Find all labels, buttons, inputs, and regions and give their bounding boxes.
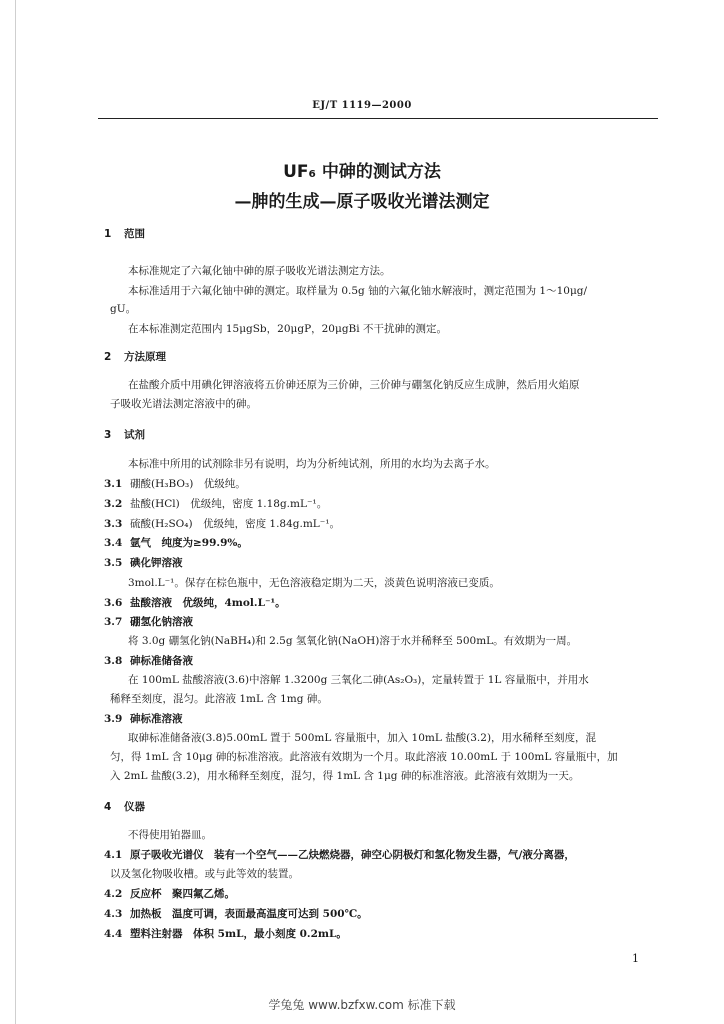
item-description-continuation: 以及氢化物吸收槽。或与此等效的装置。 (110, 868, 299, 880)
section-title: 试剂 (124, 429, 145, 441)
list-item: 3.6 盐酸溶液 优级纯，4mol.L⁻¹。 (104, 597, 286, 609)
list-item: 4.1 原子吸收光谱仪 装有一个空气——乙炔燃烧器，砷空心阴极灯和氢化物发生器，气/液分离器， (104, 849, 575, 861)
standard-code: EJ/T 1119—2000 (312, 100, 412, 111)
section-title: 仪器 (124, 801, 145, 813)
list-item: 3.7 硼氢化钠溶液 (104, 616, 193, 628)
paragraph: 本标准适用于六氟化铀中砷的测定。取样量为 0.5g 铀的六氟化铀水解液时，测定范围为 1～10μg/ (128, 285, 588, 297)
item-description-continuation: 入 2mL 盐酸(3.2)，用水稀释至刻度，混匀，得 1mL 含 1μg 砷的标准溶液。此溶液有效期为一天。 (110, 770, 580, 782)
section-number: 1 (104, 228, 112, 240)
title-line-2: —胂的生成—原子吸收光谱法测定 (234, 192, 490, 212)
section-1-heading (104, 226, 145, 241)
paragraph: 本标准中所用的试剂除非另有说明，均为分析纯试剂，所用的水均为去离子水。 (128, 458, 496, 470)
paragraph-continuation: 子吸收光谱法测定溶液中的砷。 (110, 398, 257, 410)
section-title: 范围 (124, 228, 145, 240)
list-item: 4.4 塑料注射器 体积 5mL，最小刻度 0.2mL。 (104, 928, 347, 940)
section-number: 2 (104, 351, 112, 363)
footer-watermark: 学兔兔 www.bzfxw.com 标准下载 (268, 998, 456, 1012)
item-description: 将 3.0g 硼氢化钠(NaBH₄)和 2.5g 氢氧化钠(NaOH)溶于水并稀释至 500mL。有效期为一周。 (128, 635, 578, 647)
scan-edge-line (15, 0, 16, 1024)
list-item: 3.4 氩气 纯度为≥99.9%。 (104, 537, 248, 549)
list-item: 3.2 盐酸(HCl) 优级纯，密度 1.18g.mL⁻¹。 (104, 498, 328, 510)
header-rule (98, 118, 658, 119)
section-title: 方法原理 (124, 351, 166, 363)
section-number: 4 (104, 801, 112, 813)
list-item: 3.9 砷标准溶液 (104, 713, 183, 725)
item-description-continuation: 匀，得 1mL 含 10μg 砷的标准溶液。此溶液有效期为一个月。取此溶液 10.00mL 于 100mL 容量瓶中，加 (110, 751, 618, 763)
item-description: 3mol.L⁻¹。保存在棕色瓶中，无色溶液稳定期为二天，淡黄色说明溶液已变质。 (128, 577, 500, 589)
section-3-heading (104, 427, 145, 442)
section-2-heading (104, 349, 166, 364)
list-item: 3.3 硫酸(H₂SO₄) 优级纯，密度 1.84g.mL⁻¹。 (104, 518, 341, 530)
item-description-continuation: 稀释至刻度，混匀。此溶液 1mL 含 1mg 砷。 (110, 693, 328, 705)
title-line-1: UF₆ 中砷的测试方法 (283, 162, 441, 182)
item-description: 在 100mL 盐酸溶液(3.6)中溶解 1.3200g 三氧化二砷(As₂O₃)，定量转置于 1L 容量瓶中，并用水 (128, 674, 589, 686)
paragraph: 本标准规定了六氟化铀中砷的原子吸收光谱法测定方法。 (128, 265, 391, 277)
list-item: 3.8 砷标准储备液 (104, 655, 193, 667)
item-description: 取砷标准储备液(3.8)5.00mL 置于 500mL 容量瓶中，加入 10mL 盐酸(3.2)，用水稀释至刻度，混 (128, 732, 597, 744)
paragraph: 不得使用铂器皿。 (128, 829, 212, 841)
section-number: 3 (104, 429, 112, 441)
paragraph: 在本标准测定范围内 15μgSb，20μgP，20μgBi 不干扰砷的测定。 (128, 323, 447, 335)
paragraph: 在盐酸介质中用碘化钾溶液将五价砷还原为三价砷，三价砷与硼氢化钠反应生成胂，然后用火焰原 (128, 379, 580, 391)
list-item: 3.1 硼酸(H₃BO₃) 优级纯。 (104, 478, 246, 490)
page-number: 1 (632, 952, 639, 965)
section-4-heading (104, 799, 145, 814)
list-item: 4.2 反应杯 聚四氟乙烯。 (104, 888, 235, 900)
paragraph-continuation: gU。 (110, 303, 137, 315)
list-item: 3.5 碘化钾溶液 (104, 557, 183, 569)
list-item: 4.3 加热板 温度可调，表面最高温度可达到 500℃。 (104, 908, 368, 920)
